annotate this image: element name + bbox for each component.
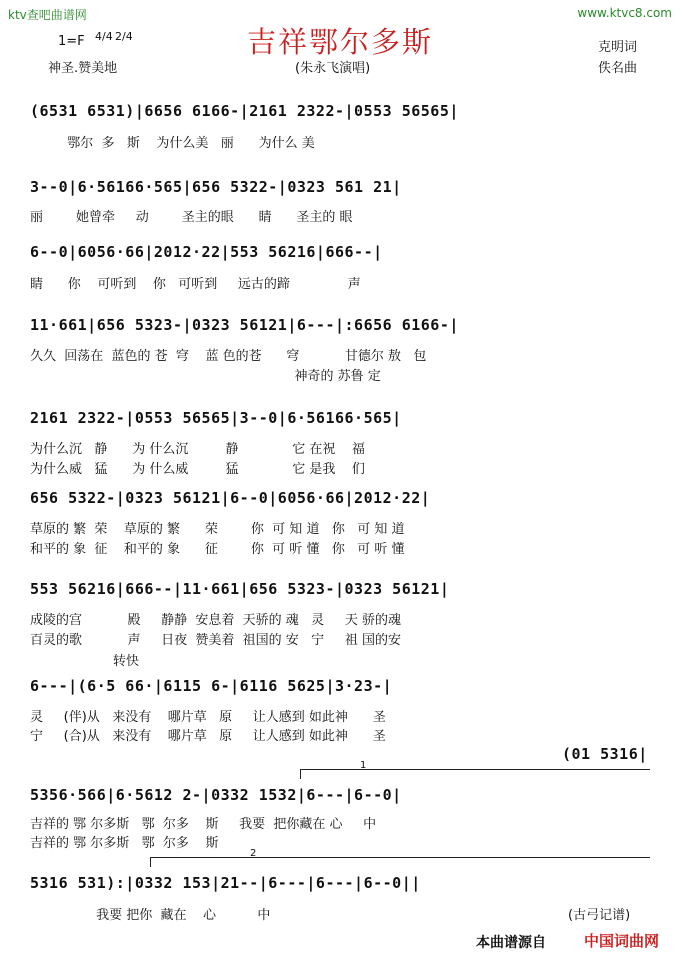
lyric-row-4a: 久久 回荡在 蓝色的 苍 穹 蓝 色的苍 穹 甘德尔 敖 包 [30, 349, 427, 364]
volta-1-hook [300, 769, 301, 779]
volta-2-bracket [150, 857, 650, 858]
song-title: 吉祥鄂尔多斯 [246, 25, 433, 59]
subtitle: 神圣.赞美地 [48, 61, 118, 76]
notation-row-4: 11·661|656 5323-|0323 56121|6---|:6656 6166-| [30, 316, 459, 334]
lyric-row-7a: 成陵的宫 殿 静静 安息着 天骄的 魂 灵 天 骄的魂 [30, 613, 401, 628]
lyric-row-10: 我要 把你 藏在 心 中 [30, 908, 271, 923]
lyric-row-9b: 吉祥的 鄂 尔多斯 鄂 尔多 斯 [30, 836, 219, 851]
lyricist: 克明词 [598, 40, 638, 55]
lyric-row-2: 丽 她曾牵 动 圣主的眼 睛 圣主的 眼 [30, 210, 353, 225]
volta-2-hook [150, 857, 151, 867]
key-signature: 1=F [58, 34, 85, 49]
lyric-row-5a: 为什么沉 静 为 什么沉 静 它 在祝 福 [30, 442, 365, 457]
watermark-left[interactable]: ktv查吧曲谱网 [8, 8, 87, 22]
lyric-row-8b: 宁 (合)从 来没有 哪片草 原 让人感到 如此神 圣 [30, 729, 386, 744]
lyric-row-7b: 百灵的歌 声 日夜 赞美着 祖国的 安 宁 祖 国的安 [30, 633, 401, 648]
notation-row-8: 6---|(6·5 66·|6115 6-|6116 5625|3·23-| [30, 677, 393, 695]
volta-1-bracket [300, 769, 650, 770]
notation-row-1: (6531 6531)|6656 6166-|2161 2322-|0553 56565| [30, 102, 459, 120]
time-signature-2: 2/4 [115, 30, 133, 43]
watermark-right[interactable]: www.ktvc8.com [577, 6, 672, 20]
notation-row-5: 2161 2322-|0553 56565|3--0|6·56166·565| [30, 409, 402, 427]
composer: 佚名曲 [598, 61, 638, 76]
lyric-row-8a: 灵 (伴)从 来没有 哪片草 原 让人感到 如此神 圣 [30, 710, 386, 725]
volta-1-number: 1 [360, 760, 367, 771]
notation-row-9: 5356·566|6·5612 2-|0332 1532|6---|6--0| [30, 786, 402, 804]
time-signature-1: 4/4 [95, 30, 113, 43]
notation-row-2: 3--0|6·56166·565|656 5322-|0323 561 21| [30, 178, 402, 196]
notation-row-7: 553 56216|666--|11·661|656 5323-|0323 56121| [30, 580, 450, 598]
lyric-row-5b: 为什么威 猛 为 什么威 猛 它 是我 们 [30, 462, 365, 477]
lyric-row-6a: 草原的 繁 荣 草原的 繁 荣 你 可 知 道 你 可 知 道 [30, 522, 405, 537]
pickup-notes: (01 5316| [562, 745, 648, 763]
lyric-row-3: 睛 你 可听到 你 可听到 远古的蹄 声 [30, 277, 361, 292]
tempo-change: 转快 [113, 654, 140, 669]
recorded-by: (古弓记谱) [568, 908, 631, 923]
lyric-row-1: 鄂尔 多 斯 为什么美 丽 为什么 美 [30, 136, 315, 151]
footer-site[interactable]: 中国词曲网 [584, 932, 660, 950]
notation-row-6: 656 5322-|0323 56121|6--0|6056·66|2012·22| [30, 489, 431, 507]
lyric-row-9a: 吉祥的 鄂 尔多斯 鄂 尔多 斯 我要 把你藏在 心 中 [30, 817, 377, 832]
singer: (朱永飞演唱) [295, 61, 371, 76]
volta-2-number: 2 [250, 848, 257, 859]
footer-source: 本曲谱源自 [476, 935, 546, 951]
notation-row-3: 6--0|6056·66|2012·22|553 56216|666--| [30, 243, 383, 261]
lyric-row-6b: 和平的 象 征 和平的 象 征 你 可 听 懂 你 可 听 懂 [30, 542, 405, 557]
notation-row-10: 5316 531):|0332 153|21--|6---|6---|6--0|| [30, 874, 421, 892]
lyric-row-4b: 神奇的 苏鲁 定 [30, 369, 381, 384]
